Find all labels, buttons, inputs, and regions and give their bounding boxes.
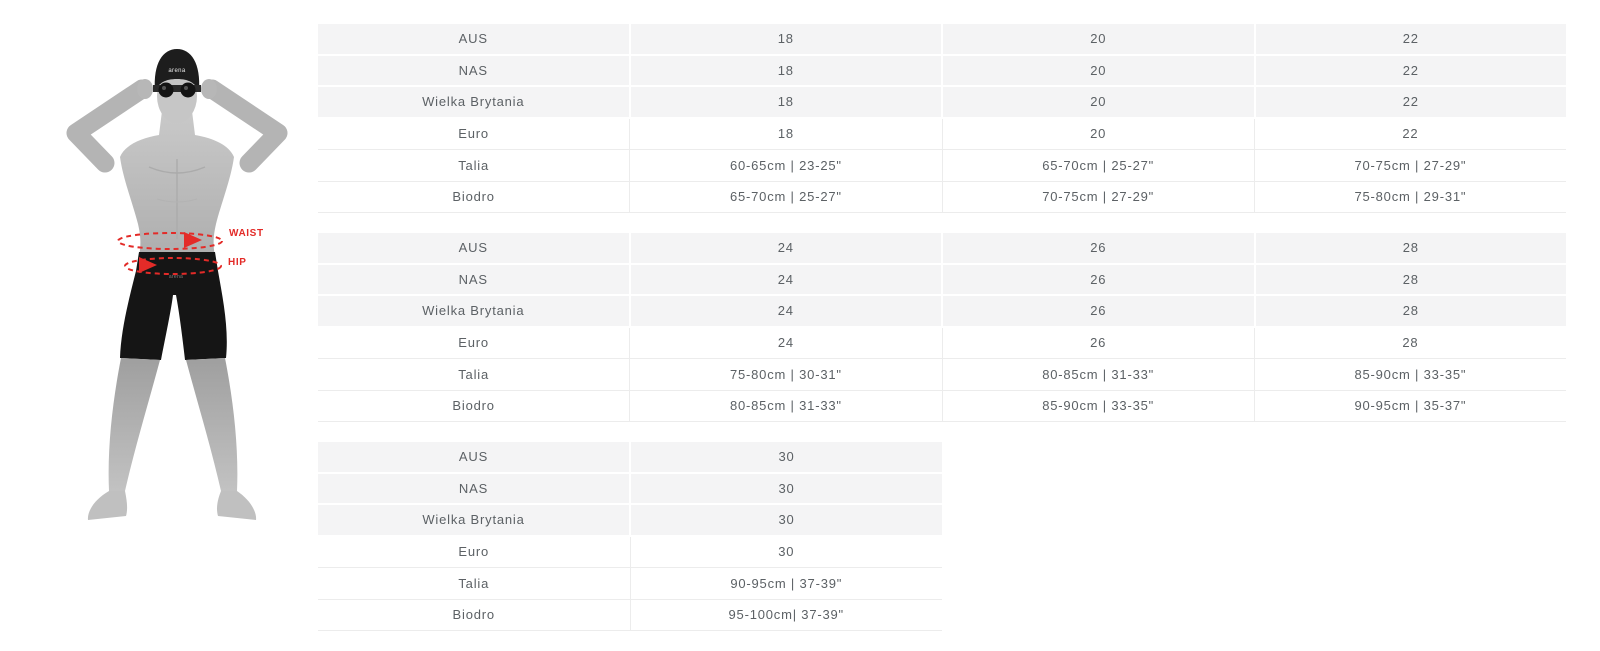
table-row xyxy=(318,150,1566,182)
table-row xyxy=(318,568,942,600)
table-row xyxy=(318,24,1566,56)
size-value-cell: 28 xyxy=(1256,265,1567,295)
swimmer-legs xyxy=(88,358,256,520)
size-value-cell: 26 xyxy=(943,233,1256,263)
table-row xyxy=(318,442,942,474)
hip-label: HIP xyxy=(228,257,247,268)
size-row-label: Talia xyxy=(318,359,630,390)
size-tables-section xyxy=(318,24,1566,651)
shorts-logo-text: arena xyxy=(168,274,184,280)
table-row xyxy=(318,474,942,506)
swimmer-head xyxy=(137,49,217,123)
size-value-cell: 18 xyxy=(631,24,944,54)
swimmer-measurement-image xyxy=(45,38,290,535)
size-value-cell: 26 xyxy=(943,265,1256,295)
size-value-cell: 75-80cm | 29-31" xyxy=(1255,182,1566,213)
table-row xyxy=(318,119,1566,151)
size-value-cell: 95-100cm| 37-39" xyxy=(631,600,943,631)
size-value-cell: 60-65cm | 23-25" xyxy=(630,150,942,181)
size-value-cell: 80-85cm | 31-33" xyxy=(630,391,942,422)
size-row-label: Wielka Brytania xyxy=(318,296,631,326)
size-row-label: Euro xyxy=(318,119,630,150)
size-row-label: AUS xyxy=(318,24,631,54)
waist-label: WAIST xyxy=(229,228,264,239)
size-value-cell: 20 xyxy=(943,87,1256,117)
size-value-cell: 65-70cm | 25-27" xyxy=(943,150,1255,181)
size-value-cell: 28 xyxy=(1256,296,1567,326)
size-value-cell: 18 xyxy=(631,87,944,117)
size-value-cell: 90-95cm | 37-39" xyxy=(631,568,943,599)
size-value-cell: 24 xyxy=(631,233,944,263)
cap-logo-text: arena xyxy=(168,68,186,74)
size-value-cell: 20 xyxy=(943,24,1256,54)
table-row xyxy=(318,600,942,632)
size-value-cell: 28 xyxy=(1256,233,1567,263)
table-row xyxy=(318,359,1566,391)
size-value-cell: 70-75cm | 27-29" xyxy=(943,182,1255,213)
size-value-cell: 90-95cm | 35-37" xyxy=(1255,391,1566,422)
table-row xyxy=(318,233,1566,265)
size-value-cell: 70-75cm | 27-29" xyxy=(1255,150,1566,181)
table-row xyxy=(318,265,1566,297)
size-row-label: Biodro xyxy=(318,182,630,213)
size-value-cell: 18 xyxy=(630,119,942,150)
size-value-cell: 30 xyxy=(631,505,942,535)
size-value-cell: 85-90cm | 33-35" xyxy=(943,391,1255,422)
table-row xyxy=(318,56,1566,88)
size-value-cell: 20 xyxy=(943,56,1256,86)
size-row-label: Euro xyxy=(318,328,630,359)
size-row-label: NAS xyxy=(318,474,631,504)
size-row-label: Wielka Brytania xyxy=(318,87,631,117)
size-row-label: Biodro xyxy=(318,391,630,422)
size-row-label: Talia xyxy=(318,568,631,599)
size-table-1 xyxy=(318,24,1566,213)
table-row xyxy=(318,328,1566,360)
size-value-cell: 65-70cm | 25-27" xyxy=(630,182,942,213)
size-table-3 xyxy=(318,442,942,631)
size-row-label: Wielka Brytania xyxy=(318,505,631,535)
size-value-cell: 80-85cm | 31-33" xyxy=(943,359,1255,390)
size-row-label: Euro xyxy=(318,537,631,568)
size-value-cell: 30 xyxy=(631,474,942,504)
size-value-cell: 26 xyxy=(943,328,1255,359)
swimmer-figure-svg xyxy=(45,38,290,535)
size-row-label: AUS xyxy=(318,442,631,472)
size-value-cell: 18 xyxy=(631,56,944,86)
size-value-cell: 22 xyxy=(1256,56,1567,86)
size-value-cell: 22 xyxy=(1256,87,1567,117)
table-row xyxy=(318,537,942,569)
size-value-cell: 22 xyxy=(1255,119,1566,150)
table-row xyxy=(318,505,942,537)
size-value-cell: 20 xyxy=(943,119,1255,150)
size-value-cell: 24 xyxy=(631,296,944,326)
size-value-cell: 30 xyxy=(631,537,943,568)
size-row-label: NAS xyxy=(318,56,631,86)
size-value-cell: 85-90cm | 33-35" xyxy=(1255,359,1566,390)
table-row xyxy=(318,391,1566,423)
size-value-cell: 22 xyxy=(1256,24,1567,54)
size-value-cell: 24 xyxy=(631,265,944,295)
size-value-cell: 24 xyxy=(630,328,942,359)
size-table-2 xyxy=(318,233,1566,422)
size-value-cell: 28 xyxy=(1255,328,1566,359)
size-row-label: Talia xyxy=(318,150,630,181)
jammers-shorts xyxy=(120,252,227,360)
size-value-cell: 26 xyxy=(943,296,1256,326)
size-value-cell: 30 xyxy=(631,442,942,472)
size-row-label: NAS xyxy=(318,265,631,295)
table-row xyxy=(318,182,1566,214)
table-row xyxy=(318,296,1566,328)
size-value-cell: 75-80cm | 30-31" xyxy=(630,359,942,390)
size-row-label: Biodro xyxy=(318,600,631,631)
size-row-label: AUS xyxy=(318,233,631,263)
table-row xyxy=(318,87,1566,119)
